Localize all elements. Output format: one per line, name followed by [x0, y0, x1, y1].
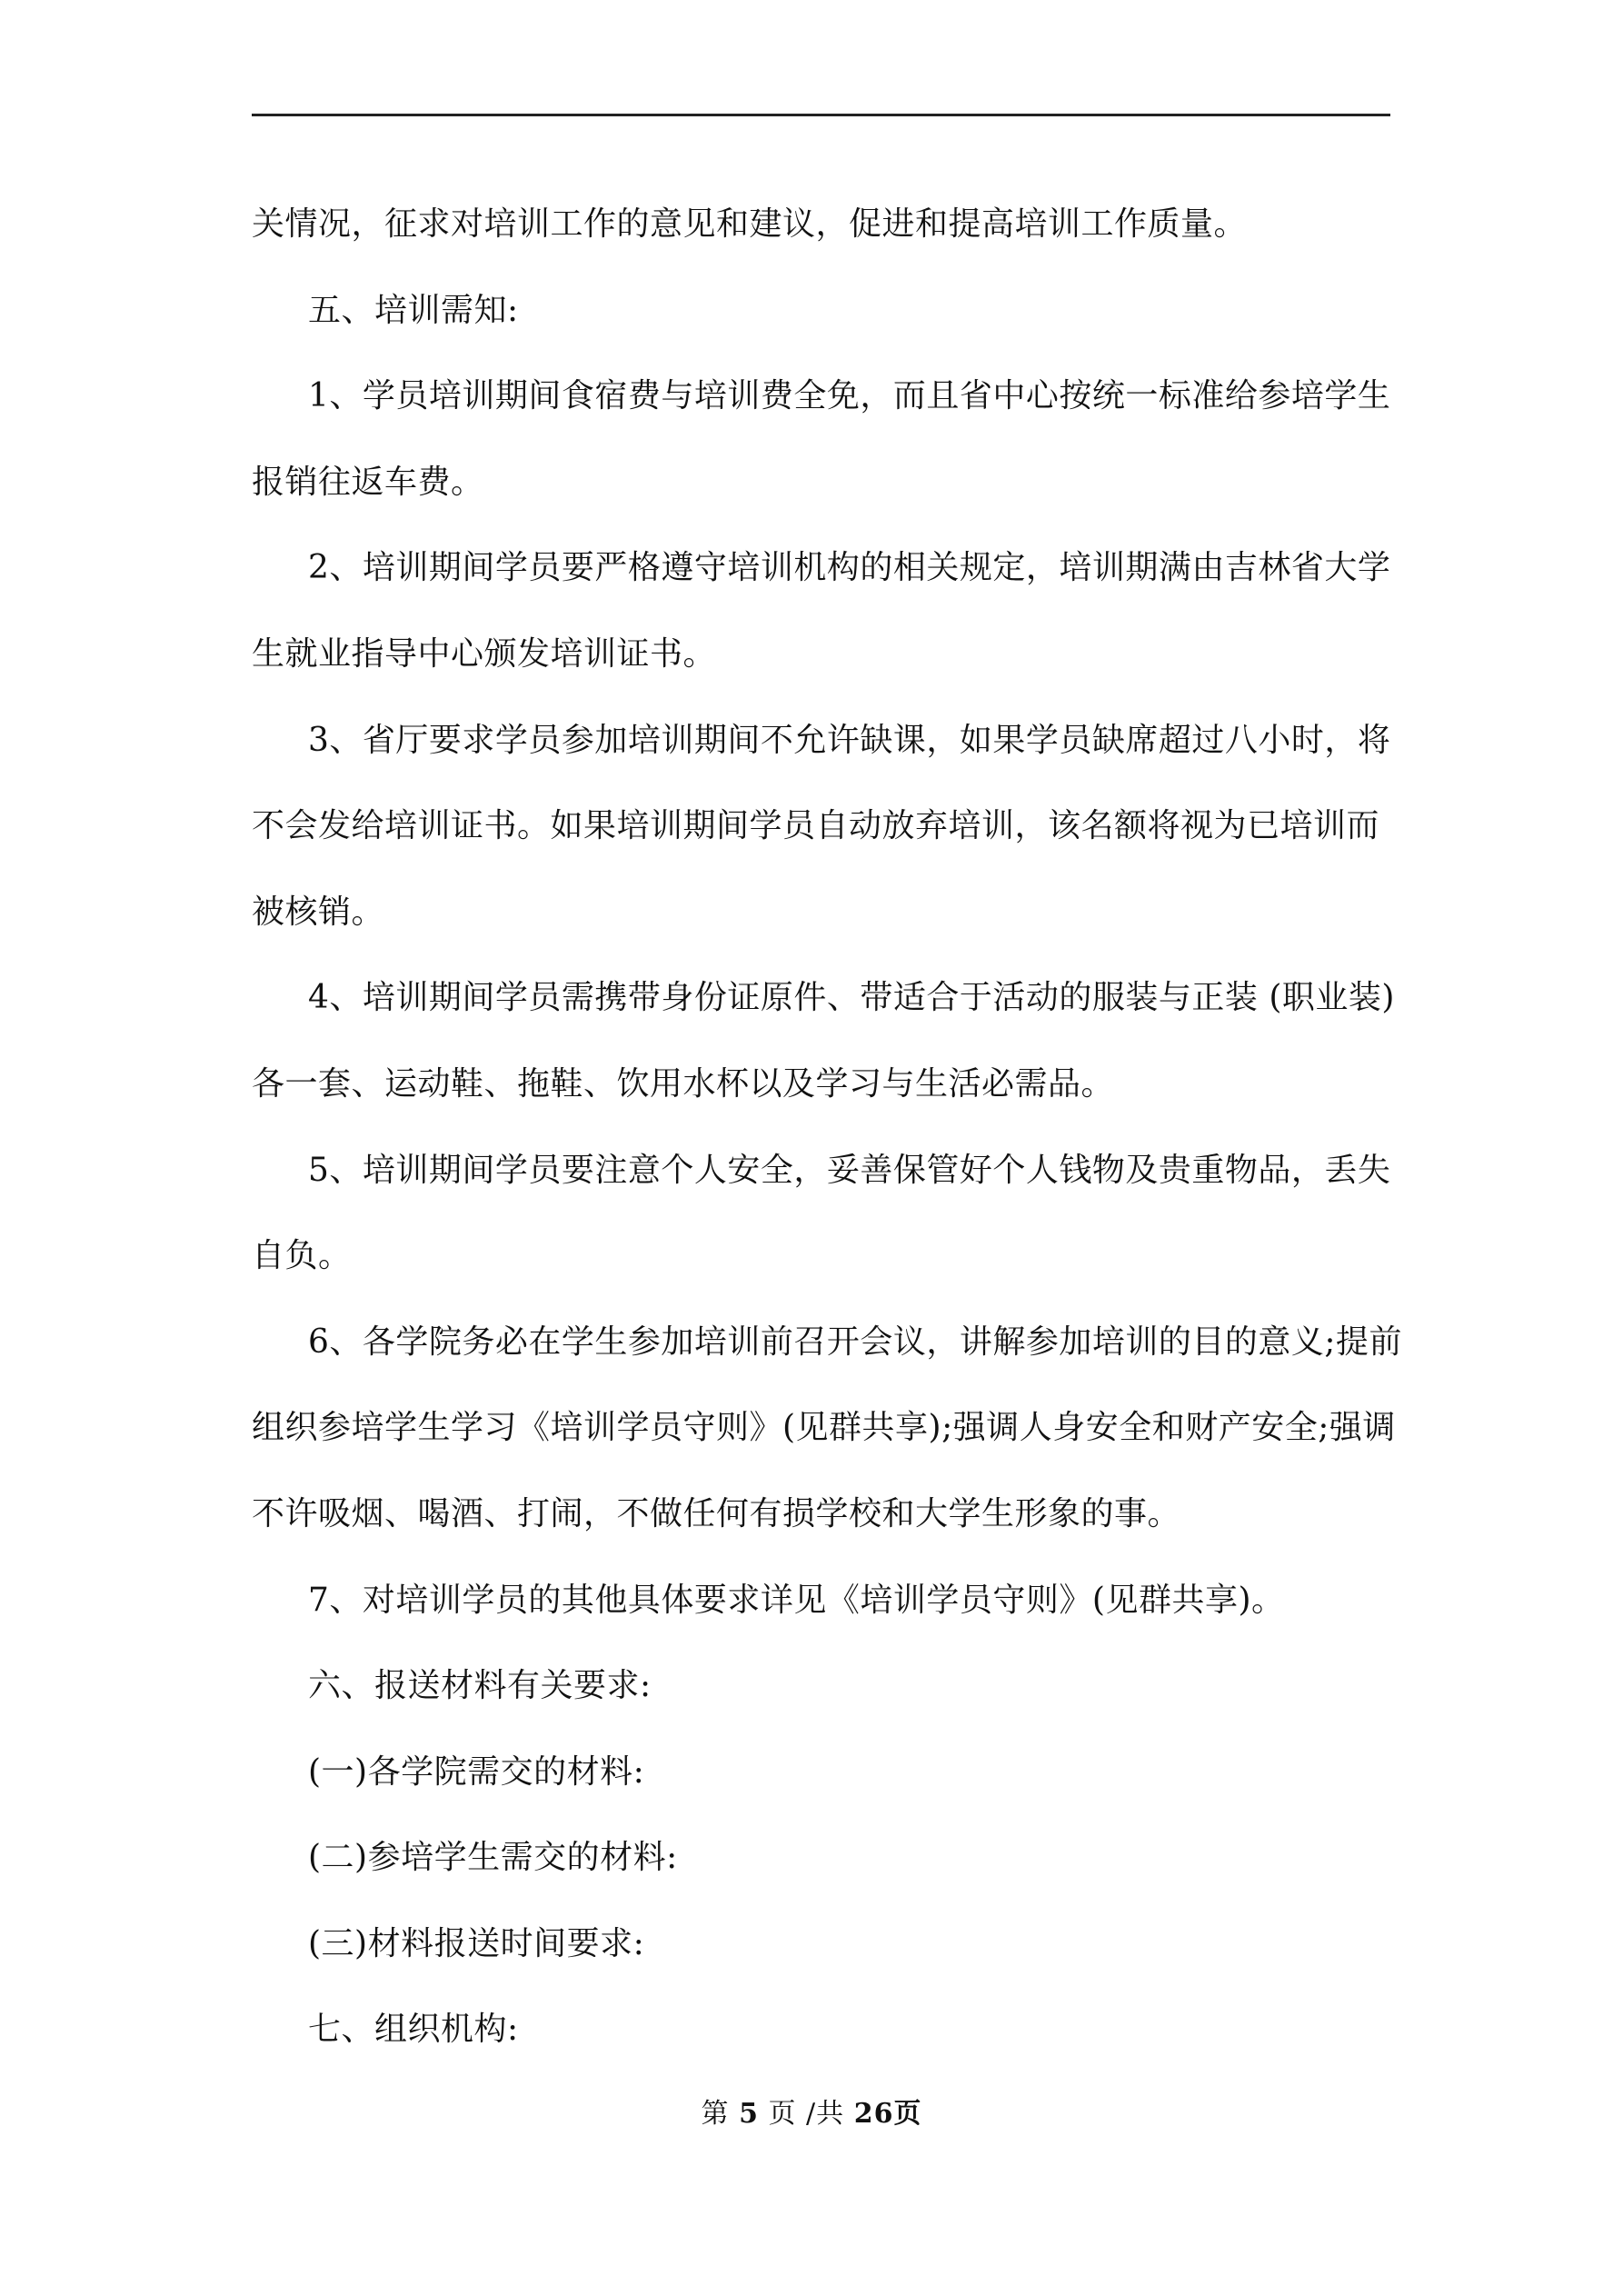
section-heading: 五、培训需知: — [308, 291, 519, 329]
paragraph-line: 自负。 — [252, 1237, 352, 1275]
paragraph-line: 被核销。 — [252, 893, 385, 931]
paragraph-line: 不会发给培训证书。如果培训期间学员自动放弃培训，该名额将视为已培训而 — [252, 807, 1380, 845]
document-body — [252, 182, 1403, 2073]
page-footer — [0, 2091, 1623, 2131]
paragraph-line: 4、培训期间学员需携带身份证原件、带适合于活动的服装与正装 (职业装) — [308, 979, 1395, 1017]
paragraph-line: 关情况，征求对培训工作的意见和建议，促进和提高培训工作质量。 — [252, 205, 1248, 243]
paragraph-line: 生就业指导中心颁发培训证书。 — [252, 634, 717, 673]
paragraph-line: 不许吸烟、喝酒、打闹，不做任何有损学校和大学生形象的事。 — [252, 1494, 1181, 1532]
paragraph-line: 1、学员培训期间食宿费与培训费全免，而且省中心按统一标准给参培学生 — [308, 377, 1391, 415]
footer-total-pages: 26 — [853, 2098, 894, 2130]
paragraph-line: 5、培训期间学员要注意个人安全，妥善保管好个人钱物及贵重物品，丢失 — [308, 1151, 1391, 1189]
footer-suffix: 页 — [893, 2098, 922, 2130]
subsection-heading: (一)各学院需交的材料: — [308, 1752, 645, 1791]
paragraph-line: 报销往返车费。 — [252, 463, 484, 501]
paragraph-line: 6、各学院务必在学生参加培训前召开会议，讲解参加培训的目的意义;提前 — [308, 1323, 1403, 1361]
footer-page-number: 5 — [739, 2098, 759, 2130]
paragraph-line: 3、省厅要求学员参加培训期间不允许缺课，如果学员缺席超过八小时，将 — [308, 721, 1391, 759]
paragraph-line: 组织参培学生学习《培训学员守则》(见群共享);强调人身安全和财产安全;强调 — [252, 1409, 1396, 1447]
paragraph-line: 各一套、运动鞋、拖鞋、饮用水杯以及学习与生活必需品。 — [252, 1064, 1115, 1103]
section-heading: 六、报送材料有关要求: — [308, 1667, 652, 1705]
subsection-heading: (三)材料报送时间要求: — [308, 1924, 645, 1962]
footer-middle: 页 /共 — [768, 2098, 845, 2130]
footer-prefix: 第 — [701, 2098, 730, 2130]
paragraph-line: 7、对培训学员的其他具体要求详见《培训学员守则》(见群共享)。 — [308, 1581, 1285, 1619]
paragraph-line: 2、培训期间学员要严格遵守培训机构的相关规定，培训期满由吉林省大学 — [308, 549, 1391, 587]
section-heading: 七、组织机构: — [308, 2011, 519, 2049]
subsection-heading: (二)参培学生需交的材料: — [308, 1839, 678, 1877]
header-rule — [252, 114, 1390, 116]
